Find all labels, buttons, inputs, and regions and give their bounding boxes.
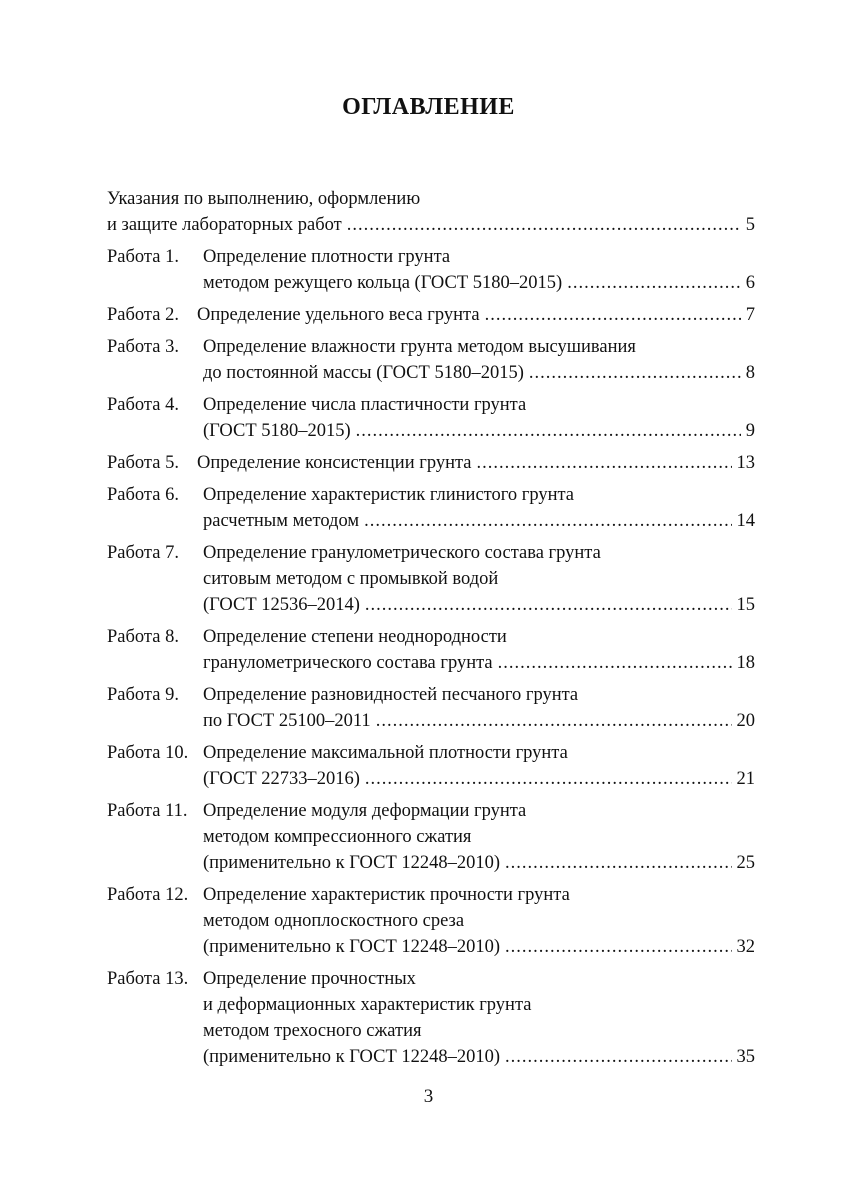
toc-entry-text: и защите лабораторных работ: [107, 215, 342, 235]
toc-entry-text: и деформационных характеристик грунта: [203, 995, 532, 1015]
leader-dots: [567, 270, 741, 296]
toc-entry-label: Работа 4.: [107, 395, 179, 415]
toc-entry-label: Работа 6.: [107, 485, 179, 505]
toc-entry-label: Работа 8.: [107, 627, 179, 647]
toc-entry-text: Определение плотности грунта: [203, 247, 451, 267]
leader-dots: [505, 1044, 731, 1070]
toc-entry-work-12[interactable]: [107, 882, 755, 960]
toc-page-number: 20: [736, 711, 755, 731]
toc-entry-work-3[interactable]: [107, 334, 755, 386]
toc-entry-work-2[interactable]: [107, 302, 755, 328]
toc-entry-label: Работа 10.: [107, 743, 189, 763]
toc-entry-label: Работа 5.: [107, 453, 179, 473]
toc-entry-text: Определение характеристик прочности грунта: [203, 885, 570, 905]
leader-dots: [498, 650, 732, 676]
toc-entry-text: Определение модуля деформации грунта: [203, 801, 527, 821]
toc-entry-text: методом режущего кольца (ГОСТ 5180–2015): [203, 273, 563, 293]
page-number: 3: [423, 1086, 434, 1107]
toc-entry-text: расчетным методом: [203, 511, 360, 531]
toc-entry-intro[interactable]: [107, 186, 755, 238]
toc-entry-work-5[interactable]: [107, 450, 755, 476]
toc-page-number: 14: [736, 511, 755, 531]
leader-dots: [505, 850, 731, 876]
toc-entry-work-13[interactable]: [107, 966, 755, 1070]
toc-entry-text: (ГОСТ 5180–2015): [203, 421, 351, 441]
leader-dots: [376, 708, 732, 734]
toc-entry-text: Указания по выполнению, оформлению: [107, 189, 421, 209]
toc-entry-work-10[interactable]: [107, 740, 755, 792]
toc-page-number: 21: [736, 769, 755, 789]
toc-entry-work-8[interactable]: [107, 624, 755, 676]
toc-entry-work-4[interactable]: [107, 392, 755, 444]
toc-page-number: 25: [736, 853, 755, 873]
toc-page-number: 15: [736, 595, 755, 615]
toc-page-number: 5: [745, 215, 755, 235]
toc-entry-text: методом компрессионного сжатия: [203, 827, 472, 847]
leader-dots: [364, 508, 731, 534]
toc-entry-text: Определение гранулометрического состава грунта: [203, 543, 601, 563]
page-title: ОГЛАВЛЕНИЕ: [342, 94, 515, 120]
leader-dots: [347, 212, 741, 238]
leader-dots: [505, 934, 731, 960]
toc-page-number: 9: [745, 421, 755, 441]
toc-entry-work-11[interactable]: [107, 798, 755, 876]
toc-entry-text: методом одноплоскостного среза: [203, 911, 465, 931]
toc-page-number: 35: [736, 1047, 755, 1067]
toc-page-number: 32: [736, 937, 755, 957]
toc-entry-text: ситовым методом с промывкой водой: [203, 569, 499, 589]
toc-entry-text: (применительно к ГОСТ 12248–2010): [203, 937, 501, 957]
toc-entry-label: Работа 11.: [107, 801, 188, 821]
toc-entry-text: Определение числа пластичности грунта: [203, 395, 527, 415]
toc-entry-text: (ГОСТ 22733–2016): [203, 769, 360, 789]
table-of-contents: [107, 186, 755, 1070]
toc-entry-work-7[interactable]: [107, 540, 755, 618]
leader-dots: [485, 302, 741, 328]
toc-entry-text: Определение влажности грунта методом высушивания: [203, 337, 636, 357]
toc-page-number: 8: [745, 363, 755, 383]
toc-entry-text: гранулометрического состава грунта: [203, 653, 493, 673]
leader-dots: [356, 418, 741, 444]
toc-entry-label: Работа 9.: [107, 685, 179, 705]
toc-page-number: 7: [745, 305, 755, 325]
toc-entry-text: Определение степени неоднородности: [203, 627, 507, 647]
toc-entry-text: (применительно к ГОСТ 12248–2010): [203, 853, 501, 873]
leader-dots: [477, 450, 732, 476]
toc-entry-label: Работа 12.: [107, 885, 189, 905]
toc-entry-text: Определение максимальной плотности грунта: [203, 743, 568, 763]
leader-dots: [365, 592, 732, 618]
toc-entry-text: методом трехосного сжатия: [203, 1021, 422, 1041]
leader-dots: [529, 360, 741, 386]
toc-entry-work-6[interactable]: [107, 482, 755, 534]
toc-entry-text: Определение характеристик глинистого грунта: [203, 485, 575, 505]
toc-page-number: 18: [736, 653, 755, 673]
toc-entry-text: Определение консистенции грунта: [197, 453, 472, 473]
toc-entry-text: Определение разновидностей песчаного грунта: [203, 685, 579, 705]
toc-page-number: 6: [745, 273, 755, 293]
toc-entry-text: Определение прочностных: [203, 969, 416, 989]
toc-entry-label: Работа 13.: [107, 969, 189, 989]
toc-entry-text: до постоянной массы (ГОСТ 5180–2015): [203, 363, 524, 383]
toc-entry-work-1[interactable]: [107, 244, 755, 296]
toc-entry-label: Работа 7.: [107, 543, 179, 563]
toc-entry-label: Работа 3.: [107, 337, 179, 357]
toc-entry-text: (ГОСТ 12536–2014): [203, 595, 360, 615]
toc-entry-work-9[interactable]: [107, 682, 755, 734]
toc-page-number: 13: [736, 453, 755, 473]
toc-entry-text: Определение удельного веса грунта: [197, 305, 480, 325]
toc-entry-text: по ГОСТ 25100–2011: [203, 711, 371, 731]
leader-dots: [365, 766, 732, 792]
toc-entry-label: Работа 1.: [107, 247, 179, 267]
toc-entry-text: (применительно к ГОСТ 12248–2010): [203, 1047, 501, 1067]
toc-entry-label: Работа 2.: [107, 305, 179, 325]
